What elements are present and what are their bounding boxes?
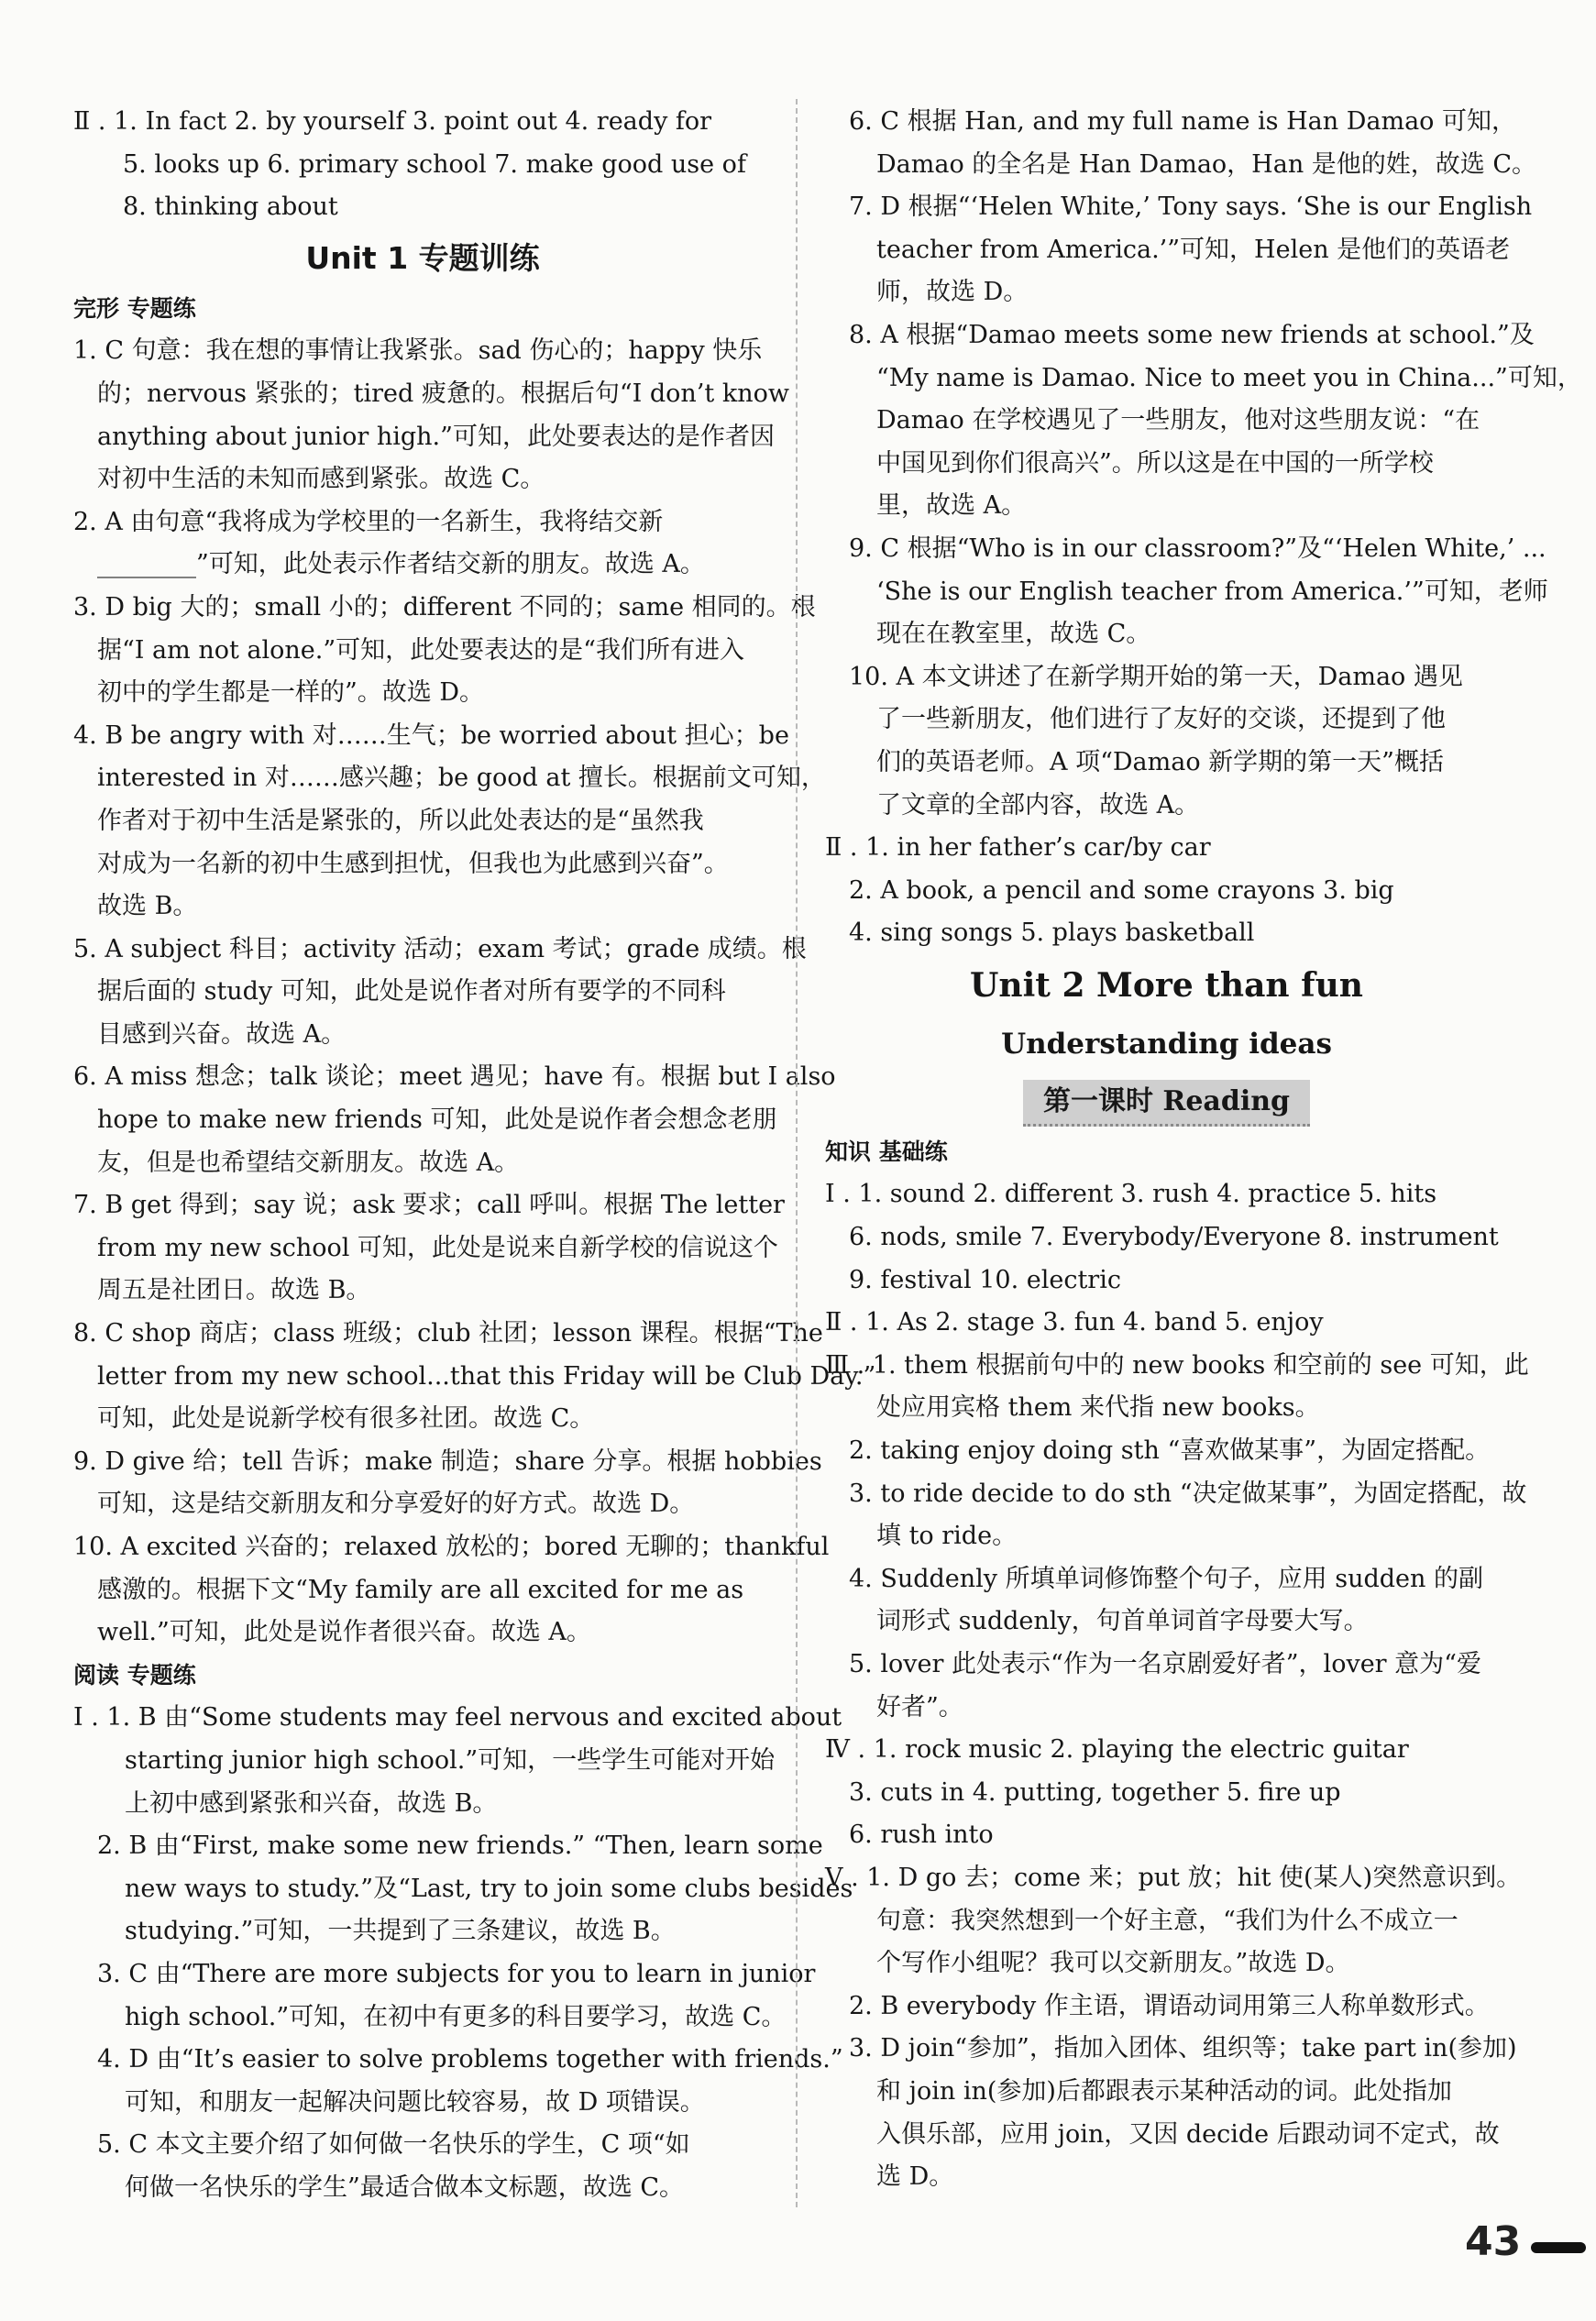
answer-line: from my new school 可知，此处是说来自新学校的信说这个 (97, 1233, 778, 1262)
answer-line: 3. D big 大的；small 小的；different 不同的；same 相同的。根 (73, 592, 816, 622)
answer-line: 9. festival 10. electric (849, 1265, 1121, 1294)
answer-line: 4. Suddenly 所填单词修饰整个句子，应用 sudden 的副 (849, 1564, 1483, 1593)
answer-line: 3. D join“参加”，指加入团体、组织等；take part in(参加) (849, 2034, 1517, 2063)
answer-line: 周五是社团日。故选 B。 (97, 1276, 371, 1305)
answer-line: 5. looks up 6. primary school 7. make good use of (123, 149, 746, 179)
answer-line: 好者”。 (876, 1692, 963, 1722)
answer-line: letter from my new school...that this Friday will be Club Day.” (97, 1361, 876, 1391)
section-heading: 阅读 专题练 (73, 1661, 196, 1688)
answer-line: Ⅱ . 1. As 2. stage 3. fun 4. band 5. enjoy (825, 1308, 1324, 1337)
answer-line: 作者对于初中生活是紧张的，所以此处表达的是“虽然我 (97, 806, 704, 835)
answer-line: high school.”可知，在初中有更多的科目要学习，故选 C。 (125, 2002, 787, 2031)
answer-line: 个写作小组呢？我可以交新朋友。”故选 D。 (876, 1949, 1350, 1978)
answer-line: 据“I am not alone.”可知，此处要表达的是“我们所有进入 (97, 635, 744, 665)
answer-line: 中国见到你们很高兴”。所以这是在中国的一所学校 (876, 448, 1434, 478)
answer-line: 故选 B。 (97, 892, 198, 921)
answer-line: 师，故选 D。 (876, 278, 1029, 307)
column-divider (796, 99, 798, 2207)
answer-line: 现在在教室里，故选 C。 (876, 620, 1151, 649)
answer-line: 7. B get 得到；say 说；ask 要求；call 呼叫。根据 The letter (73, 1191, 785, 1220)
answer-line: 可知，和朋友一起解决问题比较容易，故 D 项错误。 (125, 2087, 705, 2117)
answer-line: 3. to ride decide to do sth “决定做某事”，为固定搭配，故 (849, 1479, 1527, 1508)
answer-line: 入俱乐部，应用 join，又因 decide 后跟动词不定式，故 (876, 2119, 1500, 2149)
answer-line: Ⅰ . 1. B 由“Some students may feel nervous and excited about (73, 1703, 842, 1732)
answer-line: Ⅱ . 1. In fact 2. by yourself 3. point out 4. ready for (73, 107, 712, 136)
answer-line: ________”可知，此处表示作者结交新的朋友。故选 A。 (97, 550, 705, 579)
answer-line: hope to make new friends 可知，此处是说作者会想念老朋 (97, 1106, 777, 1135)
answer-line: 了文章的全部内容，故选 A。 (876, 790, 1200, 820)
left-column (73, 101, 876, 2210)
answer-line: 对初中生活的未知而感到紧张。故选 C。 (97, 465, 545, 494)
answer-line: 填 to ride。 (876, 1522, 1018, 1551)
answer-line: 对成为一名新的初中生感到担忧，但我也为此感到兴奋”。 (97, 849, 729, 878)
answer-line: 3. C 由“There are more subjects for you to learn in junior (97, 1959, 816, 1988)
answer-line: 5. A subject 科目；activity 活动；exam 考试；grade 成绩。根 (73, 934, 807, 963)
answer-line: 2. B everybody 作主语，谓语动词用第三人称单数形式。 (849, 1991, 1490, 2020)
answer-line: “My name is Damao. Nice to meet you in China...”可知， (876, 363, 1582, 392)
answer-line: Damao 的全名是 Han Damao，Han 是他的姓，故选 C。 (876, 149, 1537, 179)
section-heading: 知识 基础练 (825, 1138, 948, 1165)
answer-line: 和 join in(参加)后都跟表示某种活动的词。此处指加 (876, 2076, 1452, 2106)
answer-line: interested in 对……感兴趣；be good at 擅长。根据前文可知， (97, 764, 826, 793)
answer-line: 2. taking enjoy doing sth “喜欢做某事”，为固定搭配。 (849, 1436, 1491, 1466)
answer-line: 2. A book, a pencil and some crayons 3. big (849, 875, 1394, 905)
answer-line: 2. B 由“First, make some new friends.” “Then, learn some (97, 1832, 823, 1861)
answer-line: new ways to study.”及“Last, try to join some clubs besides (125, 1874, 853, 1903)
answer-line: 4. sing songs 5. plays basketball (849, 918, 1255, 948)
answer-line: 10. A 本文讲述了在新学期开始的第一天，Damao 遇见 (849, 662, 1463, 691)
answer-line: starting junior high school.”可知，一些学生可能对开始 (125, 1745, 776, 1775)
answer-line: Ⅱ . 1. in her father’s car/by car (825, 833, 1211, 863)
answer-line: 可知，此处是说新学校有很多社团。故选 C。 (97, 1404, 595, 1434)
answer-line: anything about junior high.”可知，此处要表达的是作者因 (97, 422, 775, 451)
answer-line: 5. lover 此处表示“作为一名京剧爱好者”，lover 意为“爱 (849, 1650, 1481, 1678)
section-heading: 完形 专题练 (73, 294, 196, 322)
answer-line: 3. cuts in 4. putting, together 5. fire up (849, 1777, 1341, 1807)
answer-line: 6. nods, smile 7. Everybody/Everyone 8. instrument (849, 1223, 1499, 1252)
answer-line: 目感到兴奋。故选 A。 (97, 1019, 347, 1049)
answer-line: Ⅰ . 1. sound 2. different 3. rush 4. practice 5. hits (825, 1180, 1437, 1209)
answer-line: Damao 在学校遇见了一些朋友，他对这些朋友说：“在 (876, 406, 1480, 435)
page-number-bar (1531, 2242, 1586, 2253)
answer-line: 6. A miss 想念；talk 谈论；meet 遇见；have 有。根据 but I also (73, 1062, 836, 1092)
section-heading: Unit 1 专题训练 (305, 239, 540, 276)
section-heading: Unit 2 More than fun (970, 965, 1363, 1005)
answer-line: 感激的。根据下文“My family are all excited for me as (97, 1575, 744, 1604)
answer-line: 了一些新朋友，他们进行了友好的交谈，还提到了他 (876, 705, 1446, 734)
answer-line: 处应用宾格 them 来代指 new books。 (876, 1393, 1320, 1423)
answer-line: 们的英语老师。A 项“Damao 新学期的第一天”概括 (876, 747, 1444, 776)
answer-line: 何做一名快乐的学生”最适合做本文标题，故选 C。 (125, 2172, 685, 2202)
page-number: 43 (1465, 2218, 1522, 2265)
answer-line: 4. D 由“It’s easier to solve problems together with friends.” (97, 2045, 843, 2074)
answer-line: 9. D give 给；tell 告诉；make 制造；share 分享。根据 hobbies (73, 1446, 822, 1476)
right-column (825, 101, 1582, 2199)
section-heading: Understanding ideas (1001, 1027, 1332, 1061)
answer-line: 上初中感到紧张和兴奋，故选 B。 (125, 1788, 498, 1818)
answer-line: 1. C 句意：我在想的事情让我紧张。sad 伤心的；happy 快乐 (73, 336, 763, 366)
lesson-banner-label: 第一课时 Reading (1023, 1080, 1310, 1127)
answer-line: 据后面的 study 可知，此处是说作者对所有要学的不同科 (97, 977, 726, 1006)
answer-line: 4. B be angry with 对……生气；be worried about 担心；be (73, 720, 789, 750)
answer-line: 6. rush into (849, 1820, 994, 1850)
answer-line: 句意：我突然想到一个好主意，“我们为什么不成立一 (876, 1906, 1458, 1935)
answer-line: 8. C shop 商店；class 班级；club 社团；lesson 课程。根据“The (73, 1319, 823, 1348)
answer-line: 6. C 根据 Han, and my full name is Han Damao 可知， (849, 107, 1517, 136)
answer-line: 2. A 由句意“我将成为学校里的一名新生，我将结交新 (73, 507, 664, 536)
answer-line: 7. D 根据“‘Helen White,’ Tony says. ‘She is our English (849, 192, 1533, 222)
answer-line: 8. A 根据“Damao meets some new friends at school.”及 (849, 320, 1535, 349)
answer-line: 5. C 本文主要介绍了如何做一名快乐的学生，C 项“如 (97, 2130, 690, 2160)
answer-line: teacher from America.’”可知，Helen 是他们的英语老 (876, 235, 1511, 264)
answer-line: 10. A excited 兴奋的；relaxed 放松的；bored 无聊的；thankful (73, 1533, 830, 1561)
answer-line: studying.”可知，一共提到了三条建议，故选 B。 (125, 1917, 676, 1946)
lesson-banner (825, 1072, 1508, 1131)
answer-line: 可知，这是结交新朋友和分享爱好的好方式。故选 D。 (97, 1490, 695, 1519)
answer-line: 的；nervous 紧张的；tired 疲惫的。根据后句“I don’t know (97, 379, 789, 408)
answer-line: 友，但是也希望结交新朋友。故选 A。 (97, 1148, 520, 1177)
answer-line: Ⅴ . 1. D go 去；come 来；put 放；hit 使(某人)突然意识到。 (825, 1863, 1522, 1892)
answer-line: ‘She is our English teacher from America.’”可知，老师 (876, 577, 1548, 606)
answer-line: 选 D。 (876, 2162, 954, 2192)
answer-line: 里，故选 A。 (876, 491, 1027, 521)
answer-line: 初中的学生都是一样的”。故选 D。 (97, 678, 485, 708)
answer-line: Ⅳ . 1. rock music 2. playing the electric guitar (825, 1735, 1409, 1765)
answer-line: 9. C 根据“Who is in our classroom?”及“‘Helen White,’ ... (849, 534, 1546, 563)
answer-line: Ⅲ . 1. them 根据前句中的 new books 和空前的 see 可知，此 (825, 1350, 1529, 1380)
answer-line: 8. thinking about (123, 192, 338, 222)
answer-line: 词形式 suddenly，句首单词首字母要大写。 (876, 1607, 1369, 1636)
answer-line: well.”可知，此处是说作者很兴奋。故选 A。 (97, 1618, 591, 1647)
